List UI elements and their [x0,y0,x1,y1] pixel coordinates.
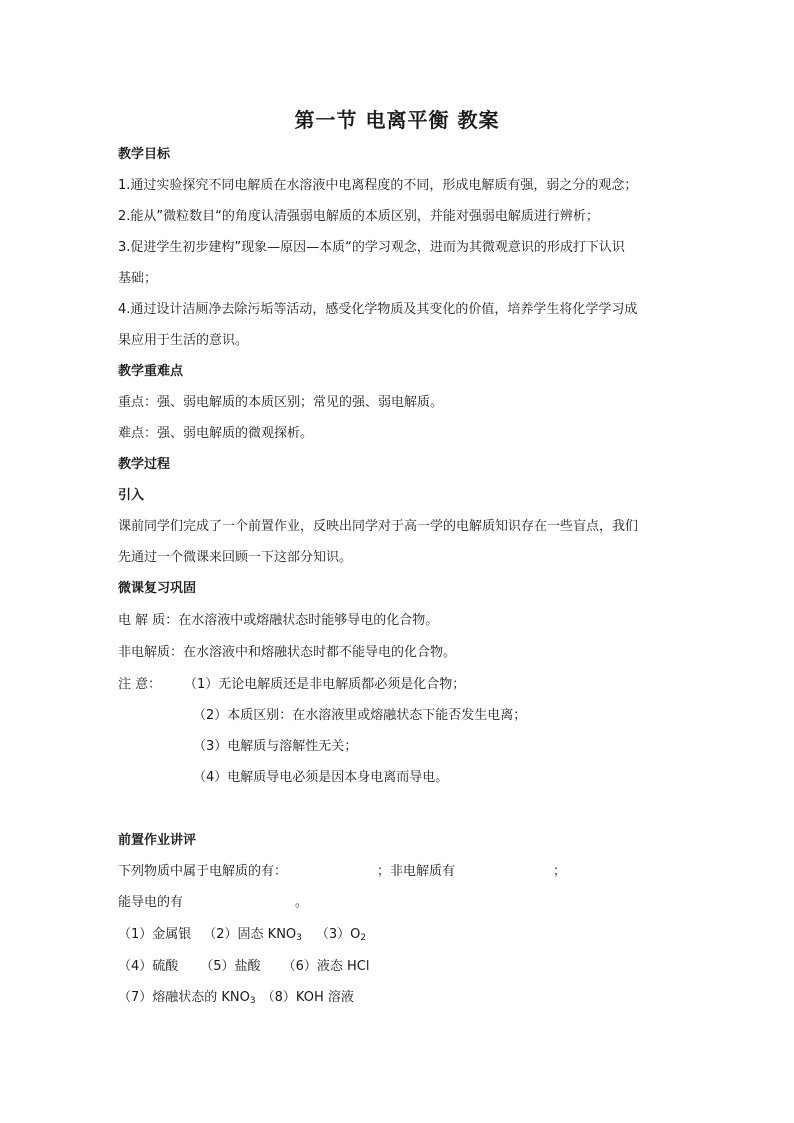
goal-line-2: 2.能从”微粒数目“的角度认清强弱电解质的本质区别，并能对强弱电解质进行辨析； [118,209,599,224]
option-3: $(3)O_2$ [315,927,367,943]
review-heading: 微课复习巩固 [118,581,197,596]
intro-line-1: 课前同学们完成了一个前置作业，反映出同学对于高一学的电解质知识存在一些盲点，我们 [118,519,639,534]
options-row-2 [118,958,369,976]
option-1: （1）金属银 [118,927,192,942]
nonelectrolyte-definition: 非电解质：在水溶液中和熔融状态时都不能导电的化合物。 [118,645,457,660]
keypoint-focus: 重点：强、弱电解质的本质区别；常见的强、弱电解质。 [118,395,444,410]
goal-line-3: 3.促进学生初步建构”现象—原因—本质“的学习观念，进而为其微观意识的形成打下认识 [118,240,625,255]
goals-heading: 教学目标 [118,147,171,162]
goal-line-3-cont: 基础； [118,271,158,286]
note-1: （1）无论电解质还是非电解质都必须是化合物； [184,677,466,692]
goal-line-4: 4.通过设计洁厕净去除污垢等活动，感受化学物质及其变化的价值，培养学生将化学学习成 [118,302,638,317]
option-7: （7）熔融状态的 $KNO_3$ [118,990,256,1006]
question-part-4: 能导电的有 [118,895,184,910]
option-2: （2）固态 $KNO_3$ [203,927,302,943]
keypoints-heading: 教学重难点 [118,364,184,379]
note-2: （2）本质区别：在水溶液里或熔融状态下能否发生电离； [193,708,527,723]
note-3: （3）电解质与溶解性无关； [193,739,358,754]
page-title: 第一节 电离平衡 教案 [294,108,500,132]
options-row-1 [118,926,366,944]
option-4: （4）硫酸 [118,959,179,974]
note-label: 注 意： [118,677,162,692]
homework-question-line-2 [118,894,308,912]
question-part-2: ；非电解质有 [377,864,456,879]
electrolyte-definition: 电 解 质：在水溶液中或熔融状态时能够导电的化合物。 [118,613,439,628]
keypoint-difficulty: 难点：强、弱电解质的微观探析。 [118,426,314,441]
intro-line-2: 先通过一个微课来回顾一下这部分知识。 [118,550,353,565]
goal-line-1: 1.通过实验探究不同电解质在水溶液中电离程度的不同，形成电解质有强，弱之分的观念； [118,178,638,193]
note-4: （4）电解质导电必须是因本身电离而导电。 [193,770,449,785]
intro-heading: 引入 [118,488,145,503]
options-row-3 [118,989,354,1007]
homework-heading: 前置作业讲评 [118,833,197,848]
goal-line-4-cont: 果应用于生活的意识。 [118,333,249,348]
option-8: （8）KOH 溶液 [261,990,354,1005]
option-5: （5）盐酸 [200,959,261,974]
process-heading: 教学过程 [118,457,171,472]
question-part-3: ； [553,864,567,879]
question-part-5: 。 [295,895,309,910]
question-part-1: 下列物质中属于电解质的有： [118,864,288,879]
homework-question-line-1 [118,863,566,881]
option-6: （6）液态 HCl [282,959,370,974]
